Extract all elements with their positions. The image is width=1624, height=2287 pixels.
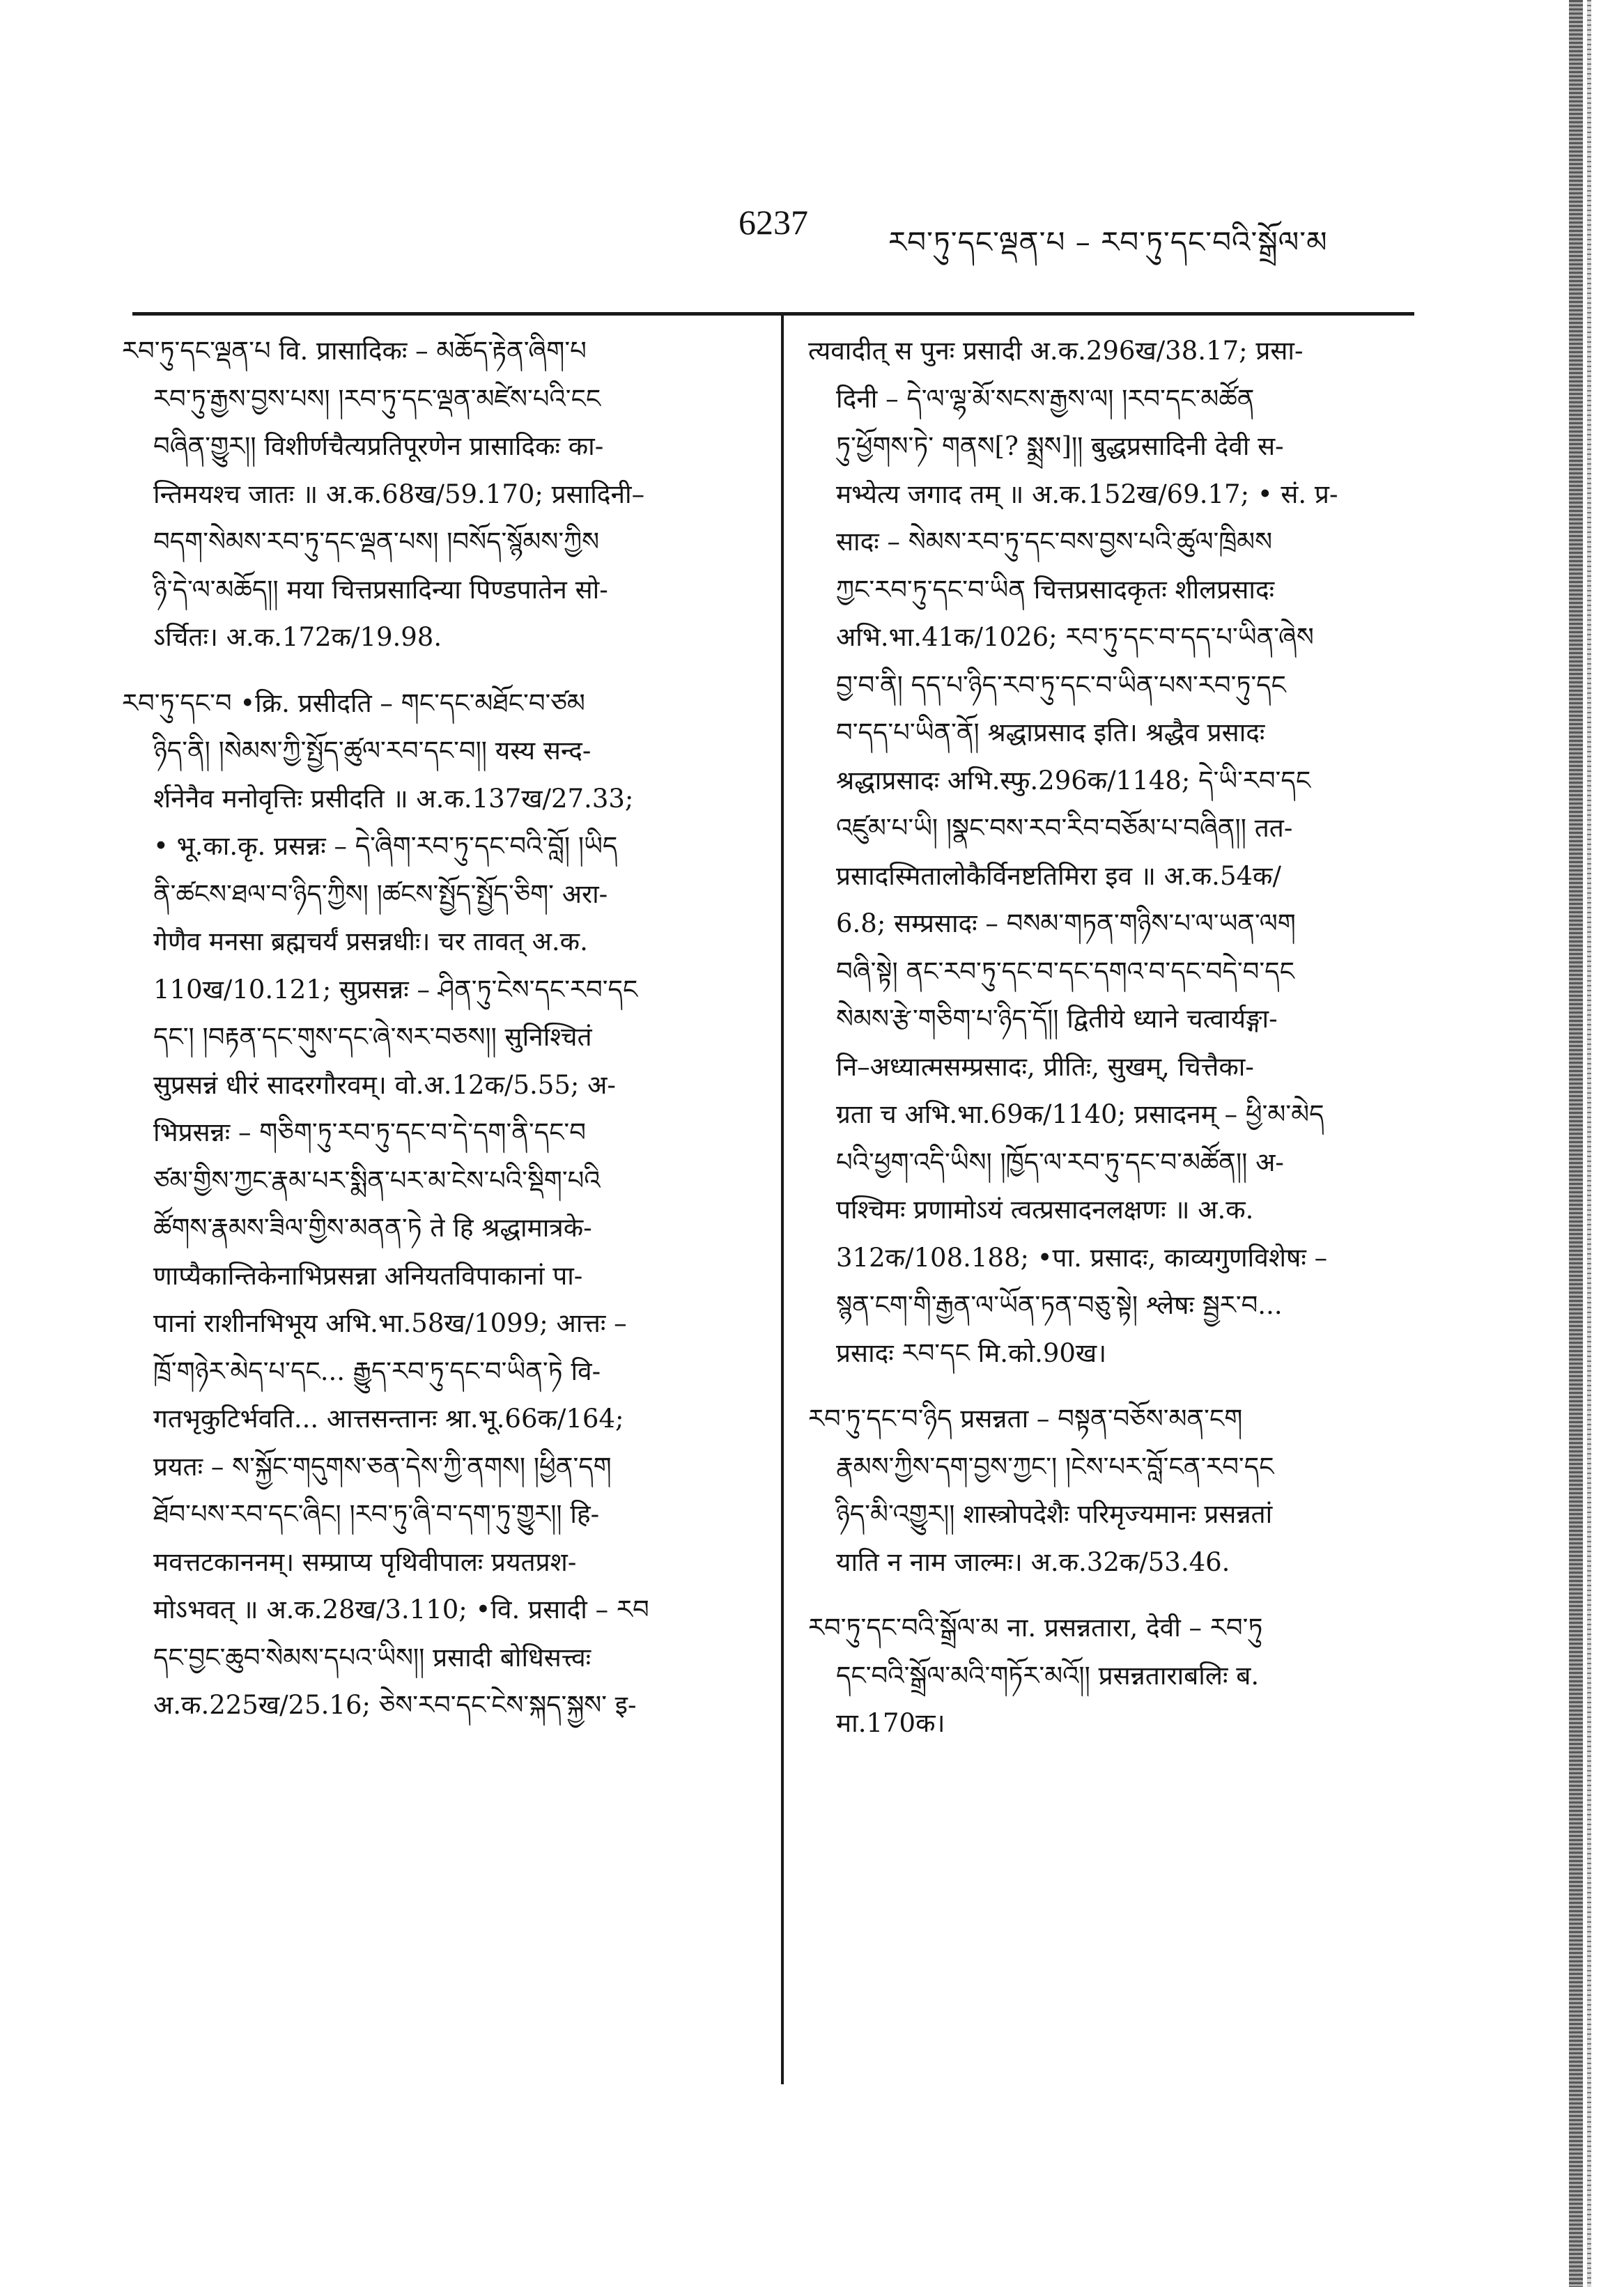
entry-line: ནི་ཚངས་ཐལ་བ་ཉིད་ཀྱིས། །ཚངས་སྤྱོད་སྤྱོད་ཅིག་ अरा- bbox=[153, 878, 608, 909]
dictionary-entry bbox=[808, 1395, 1414, 1586]
entry-line: याति न नाम जाल्मः। अ.क.32क/53.46. bbox=[836, 1546, 1230, 1577]
entry-headword-line: རབ་ཏུ་དང་བའི་སྒྲོལ་མ ना. प्रसन्नतारा, देवी – རབ་ཏུ bbox=[808, 1613, 1263, 1643]
binding-edge-inner bbox=[1587, 0, 1591, 2287]
entry-line: ऽर्चितः। अ.क.172क/19.98. bbox=[153, 622, 442, 652]
entry-line: ཙམ་གྱིས་ཀྱང་རྣམ་པར་སྨིན་པར་མ་ངེས་པའི་སྡིག་པའི bbox=[153, 1165, 601, 1195]
dictionary-entry bbox=[808, 327, 1414, 1377]
entry-line: ग्रता च अभि.भा.69क/1140; प्रसादनम् – ཕྱི་མ་མེད bbox=[836, 1099, 1324, 1129]
entry-line: न्तिमयश्च जातः ॥ अ.क.68ख/59.170; प्रसादिनी– bbox=[153, 479, 645, 509]
entry-line: ཁྲོ་གཉེར་མེད་པ་དང... རྒྱུད་རབ་ཏུ་དང་བ་ཡིན་ཏེ वि- bbox=[153, 1356, 601, 1386]
dictionary-entry bbox=[808, 1604, 1414, 1748]
entry-line: भिप्रसन्नः – གཅིག་ཏུ་རབ་ཏུ་དང་བ་དེ་དག་ནི་དང་བ bbox=[153, 1117, 586, 1147]
entry-line: ཐོབ་པས་རབ་དང་ཞིང། །རབ་ཏུ་ཞི་བ་དག་ཏུ་གྱུར།། हि- bbox=[153, 1499, 600, 1529]
entry-line: र्शनेनैव मनोवृत्तिः प्रसीदति ॥ अ.क.137ख/27.33; bbox=[153, 783, 634, 814]
header-rule bbox=[132, 312, 1414, 316]
entry-line: ཉི་དེ་ལ་མཆོད།། मया चित्तप्रसादिन्या पिण्डपातेन सो- bbox=[153, 574, 608, 605]
entry-line: नि–अध्यात्मसम्प्रसादः, प्रीतिः, सुखम्, चित्तैका- bbox=[836, 1051, 1254, 1082]
entry-line: मभ्येत्य जगाद तम् ॥ अ.क.152ख/69.17; • सं. प्र- bbox=[836, 479, 1338, 509]
column-divider bbox=[781, 315, 784, 2084]
entry-line: བྱ་བ་ནི། དད་པ་ཉིད་རབ་ཏུ་དང་བ་ཡིན་པས་རབ་ཏུ་དང bbox=[836, 669, 1286, 700]
entry-line: गतभृकुटिर्भवति... आत्तसन्तानः श्रा.भू.66क/164; bbox=[153, 1404, 624, 1434]
entry-line: मा.170क। bbox=[836, 1708, 945, 1738]
running-head: རབ་ཏུ་དང་ལྡན་པ – རབ་ཏུ་དང་བའི་སྒྲོལ་མ bbox=[888, 225, 1328, 259]
entry-line: བདག་སེམས་རབ་ཏུ་དང་ལྡན་པས། །བསོད་སྙོམས་ཀྱིས bbox=[153, 527, 600, 557]
entry-line: ཉིད་ནི། །སེམས་ཀྱི་སྤྱོད་ཚུལ་རབ་དང་བ།། यस्य सन्द- bbox=[153, 736, 591, 766]
entry-line: प्रसादः རབ་དང मि.को.90ख। bbox=[836, 1338, 1107, 1368]
entry-line: 110ख/10.121; सुप्रसन्नः – ཤིན་ཏུ་ངེས་དང་རབ་དང bbox=[153, 974, 638, 1005]
entry-headword-line: རབ་ཏུ་དང་བ་ཉིད प्रसन्नता – བསྟན་བཅོས་མན་ངག bbox=[808, 1404, 1243, 1434]
entry-line: ཚོགས་རྣམས་ཟིལ་གྱིས་མནན་ཏེ ते हि श्रद्धामात्रके- bbox=[153, 1213, 592, 1243]
entry-line: 6.8; सम्प्रसादः – བསམ་གཏན་གཉིས་པ་ལ་ཡན་ལག bbox=[836, 908, 1296, 938]
dictionary-entry bbox=[122, 327, 759, 662]
entry-line: दिनी – དེ་ལ་ལྷ་མོ་སངས་རྒྱས་ལ། །རབ་དང་མཚོན bbox=[836, 383, 1255, 414]
entry-line: 312क/108.188; •पा. प्रसादः, काव्यगुणविशेषः – bbox=[836, 1242, 1328, 1273]
entry-line: བཞི་སྟེ། ནང་རབ་ཏུ་དང་བ་དང་དགའ་བ་དང་བདེ་བ་དང bbox=[836, 956, 1294, 986]
binding-edge bbox=[1569, 0, 1583, 2287]
left-column bbox=[122, 327, 759, 1748]
entry-headword-line: त्यवादीत् स पुनः प्रसादी अ.क.296ख/38.17; प्रसा- bbox=[808, 336, 1304, 366]
entry-line: मोऽभवत् ॥ अ.क.28ख/3.110; •वि. प्रसादी – རབ bbox=[153, 1595, 649, 1625]
entry-line: सादः – སེམས་རབ་ཏུ་དང་བས་བྱས་པའི་ཚུལ་ཁྲིམས bbox=[836, 527, 1273, 557]
dictionary-entry bbox=[122, 680, 759, 1730]
entry-line: དང་། །བརྟན་དང་གུས་དང་ཞེ་སར་བཅས།། सुनिश्चितं bbox=[153, 1022, 592, 1052]
entry-line: णाप्यैकान्तिकेनाभिप्रसन्ना अनियतविपाकानां पा- bbox=[153, 1260, 583, 1291]
entry-line: བཞིན་གྱུར།། विशीर्णचैत्यप्रतिपूरणेन प्रासादिकः का- bbox=[153, 431, 604, 461]
entry-line: སྙན་ངག་གི་རྒྱན་ལ་ཡོན་ཏན་བཅུ་སྟེ། श्लेषः སྦྱར་བ... bbox=[836, 1290, 1283, 1320]
entry-line: དང་བའི་སྒྲོལ་མའི་གཏོར་མའོ།། प्रसन्नताराबलिः ब. bbox=[836, 1660, 1260, 1691]
entry-line: ཀྱང་རབ་ཏུ་དང་བ་ཡིན चित्तप्रसादकृतः शीलप्रसादः bbox=[836, 574, 1275, 605]
right-column bbox=[808, 327, 1414, 1766]
entry-line: འཛུམ་པ་ཡི། །སྣང་བས་རབ་རིབ་བཅོམ་པ་བཞིན།། तत- bbox=[836, 813, 1293, 843]
entry-headword-line: རབ་ཏུ་དང་ལྡན་པ वि. प्रासादिकः – མཆོད་རྟེན་ཞིག་པ bbox=[122, 336, 587, 366]
entry-line: प्रसादस्मितालोकैर्विनष्टतिमिरा इव ॥ अ.क.54क/ bbox=[836, 860, 1281, 891]
entry-line: སེམས་རྩེ་གཅིག་པ་ཉིད་དོ།། द्वितीये ध्याने चत्वार्यङ्गा- bbox=[836, 1004, 1278, 1034]
entry-line: དང་བྱང་ཆུབ་སེམས་དཔའ་ཡིས།། प्रसादी बोधिसत्त्वः bbox=[153, 1642, 591, 1673]
entry-line: अभि.भा.41क/1026; རབ་ཏུ་དང་བ་དད་པ་ཡིན་ཞེས bbox=[836, 622, 1314, 652]
entry-line: श्रद्धाप्रसादः अभि.स्फु.296क/1148; དེ་ཡི་རབ་དང bbox=[836, 765, 1311, 796]
entry-line: गेणैव मनसा ब्रह्मचर्यं प्रसन्नधीः। चर तावत् अ.क. bbox=[153, 927, 588, 956]
entry-line: • भू.का.कृ. प्रसन्नः – དེ་ཞིག་རབ་ཏུ་དང་བའི་བློ། །ཡིད bbox=[153, 831, 618, 861]
entry-line: རབ་ཏུ་རྒྱས་བྱས་པས། །རབ་ཏུ་དང་ལྡན་མཛེས་པའི་ངང bbox=[153, 383, 601, 414]
entry-line: ཉིད་མི་འགྱུར།། शास्त्रोपदेशैः परिमृज्यमानः प्रसन्नतां bbox=[836, 1499, 1273, 1529]
entry-line: པའི་ཕྱག་འདི་ཡིས། །ཁྱོད་ལ་རབ་ཏུ་དང་བ་མཚོན།། अ- bbox=[836, 1147, 1284, 1177]
entry-line: अ.क.225ख/25.16; ཅེས་རབ་དང་ངེས་སྐད་སྐྱས་ इ- bbox=[153, 1690, 637, 1720]
entry-headword-line: རབ་ཏུ་དང་བ •क्रि. प्रसीदति – གང་དང་མཐོང་བ་ཙམ bbox=[122, 688, 585, 718]
entry-line: पानां राशीनभिभूय अभि.भा.58ख/1099; आत्तः – bbox=[153, 1308, 627, 1338]
entry-line: सुप्रसन्नं धीरं सादरगौरवम्। वो.अ.12क/5.55; अ- bbox=[153, 1069, 616, 1100]
entry-line: རྣམས་ཀྱིས་དག་བྱས་ཀྱང་། །ངེས་པར་བློ་ངན་རབ་དང bbox=[836, 1451, 1274, 1482]
page-number: 6237 bbox=[738, 203, 808, 242]
entry-line: मवत्तटकाननम्। सम्प्राप्य पृथिवीपालः प्रयतप्रश- bbox=[153, 1546, 577, 1577]
entry-line: ཏུ་ཕྱོགས་ཏེ་ གནས[? སྨྲས]།། बुद्धप्रसादिनी देवी स- bbox=[836, 431, 1284, 461]
entry-line: བ་དད་པ་ཡིན་ནོ། श्रद्धाप्रसाद इति। श्रद्धैव प्रसादः bbox=[836, 718, 1265, 747]
entry-line: प्रयतः – ས་སྐྱོང་གདུགས་ཅན་དེས་ཀྱི་ནགས། །ཕྱིན་དག bbox=[153, 1451, 612, 1482]
entry-line: पश्चिमः प्रणामोऽयं त्वत्प्रसादनलक्षणः ॥ अ.क. bbox=[836, 1195, 1254, 1225]
